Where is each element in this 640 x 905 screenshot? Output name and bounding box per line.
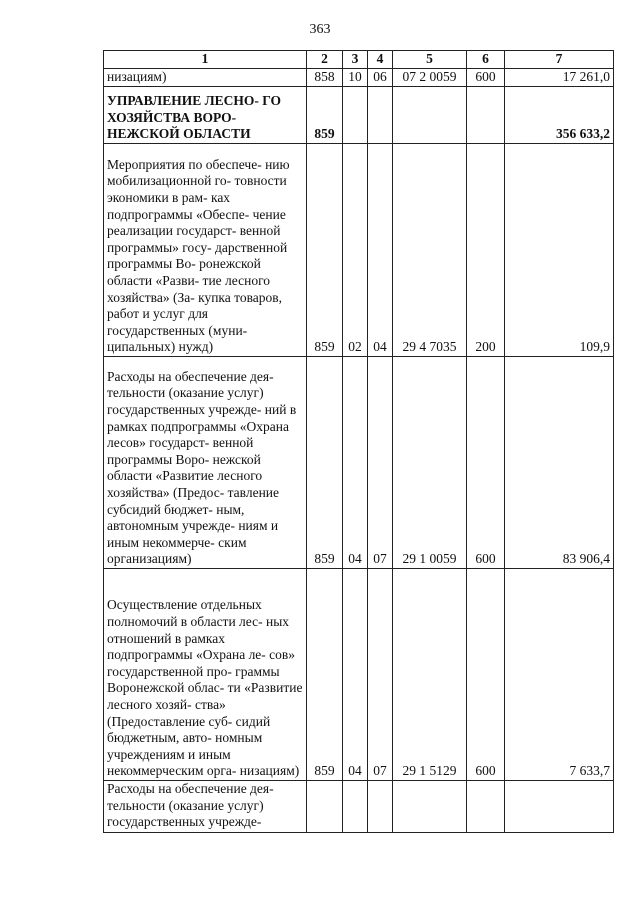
row-description: Осуществление отдельных полномочий в области лес- ных отношений в рамках подпрограммы «Охрана ле- сов» государственной про- граммы Воронежской облас- ти «Развитие лесного хозяй- ства» (Предоставление суб- сидий бюджетным, авто- номным учреждениям и иным некоммерческим орга- низациям) [104,569,307,781]
header-cell: 4 [368,51,393,69]
header-cell: 2 [307,51,343,69]
ministry-code: 859 [307,144,343,357]
section-code: 10 [343,69,368,87]
section-code: 04 [343,357,368,569]
section-code [343,87,368,144]
subsection-code: 07 [368,357,393,569]
row-description: Мероприятия по обеспече- нию мобилизационной го- товности экономики в рам- ках подпрограммы «Обеспе- чение реализации государст- венной программы» госу- дарственной программы Во- ронежской области «Разви- тие лесного хозяйства» (За- купка товаров, работ и услуг для государственных (муни- ципальных) нужд) [104,144,307,357]
header-row [104,51,614,69]
table-row [104,87,614,144]
header-cell: 5 [393,51,467,69]
amount: 7 633,7 [505,569,614,781]
subsection-code: 04 [368,144,393,357]
row-description: низациям) [104,69,307,87]
row-description: Расходы на обеспечение дея- тельности (оказание услуг) государственных учрежде- [104,781,307,833]
amount: 83 906,4 [505,357,614,569]
target-code: 07 2 0059 [393,69,467,87]
subsection-code: 07 [368,569,393,781]
table-row [104,781,614,833]
header-cell: 3 [343,51,368,69]
section-code: 04 [343,569,368,781]
amount: 17 261,0 [505,69,614,87]
section-code: 02 [343,144,368,357]
expense-type: 200 [467,144,505,357]
table-row [104,569,614,781]
table-row [104,357,614,569]
ministry-code: 859 [307,87,343,144]
ministry-code [307,781,343,833]
target-code: 29 4 7035 [393,144,467,357]
target-code: 29 1 5129 [393,569,467,781]
header-cell: 6 [467,51,505,69]
table-row [104,69,614,87]
amount: 109,9 [505,144,614,357]
page-number: 363 [309,22,331,37]
ministry-code: 859 [307,569,343,781]
table-row [104,144,614,357]
header-cell: 7 [505,51,614,69]
amount: 356 633,2 [505,87,614,144]
header-cell: 1 [104,51,307,69]
expense-type [467,781,505,833]
subsection-code [368,87,393,144]
target-code: 29 1 0059 [393,357,467,569]
row-description: Расходы на обеспечение дея- тельности (оказание услуг) государственных учрежде- ний в рамках подпрограммы «Охрана лесов» государст- венной программы Воро- нежской области «Развитие лесного хозяйства» (Предос- тавление субсидий бюджет- ным, автономным учрежде- ниям и иным некоммерче- ским организациям) [104,357,307,569]
target-code [393,87,467,144]
target-code [393,781,467,833]
ministry-code: 859 [307,357,343,569]
subsection-code [368,781,393,833]
amount [505,781,614,833]
expense-type: 600 [467,569,505,781]
ministry-code: 858 [307,69,343,87]
expense-type: 600 [467,357,505,569]
expense-type [467,87,505,144]
section-code [343,781,368,833]
row-description: УПРАВЛЕНИЕ ЛЕСНО- ГО ХОЗЯЙСТВА ВОРО- НЕЖСКОЙ ОБЛАСТИ [104,87,307,144]
expense-type: 600 [467,69,505,87]
subsection-code: 06 [368,69,393,87]
budget-table [103,50,614,833]
